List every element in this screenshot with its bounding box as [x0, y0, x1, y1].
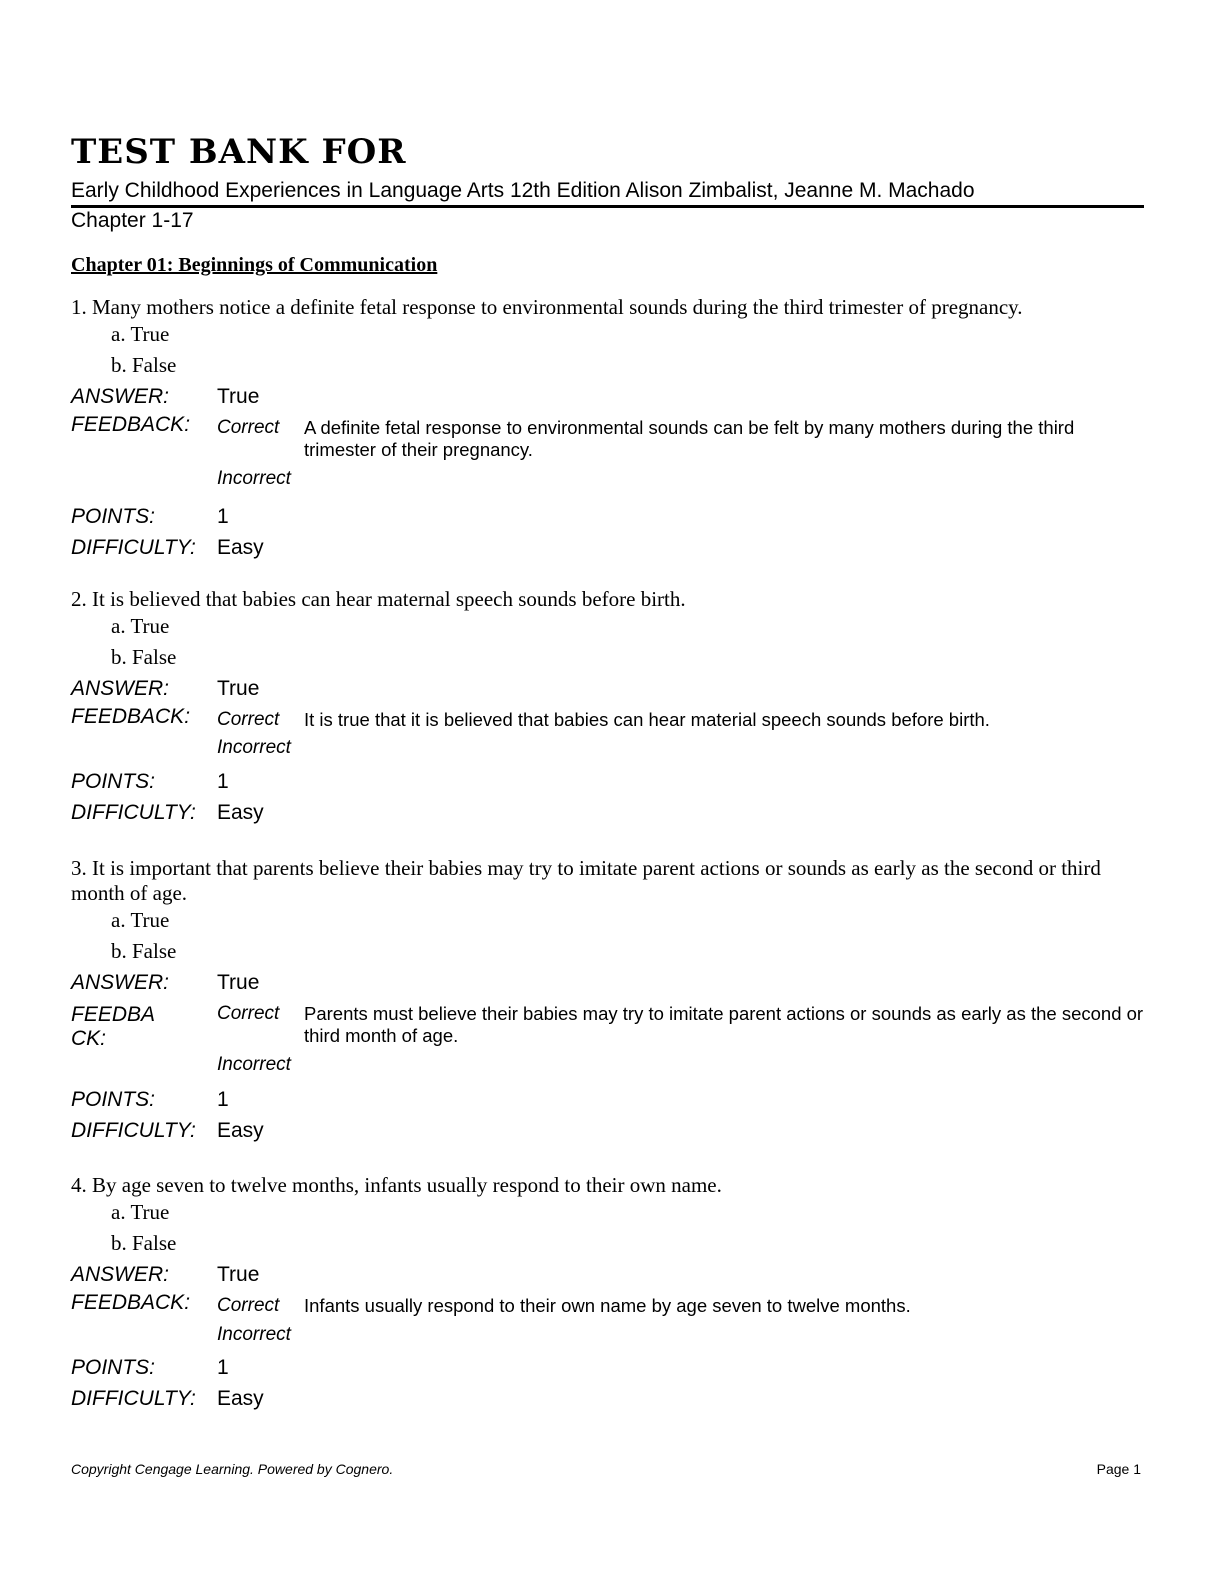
question-stem: 2. It is believed that babies can hear maternal speech sounds before birth.	[71, 587, 686, 611]
answer-label: ANSWER:	[71, 677, 170, 700]
points-row	[71, 501, 1144, 532]
question-stem: 1. Many mothers notice a definite fetal response to environmental sounds during the third trimester of pregnancy.	[71, 295, 1023, 319]
answer-value: True	[217, 677, 260, 700]
difficulty-label: DIFFICULTY:	[71, 801, 196, 824]
feedback-label: FEEDBACK:	[71, 1291, 191, 1314]
difficulty-value: Easy	[217, 536, 264, 559]
feedback-correct-label: Correct	[217, 1295, 280, 1316]
question-stem: 4. By age seven to twelve months, infants usually respond to their own name.	[71, 1173, 722, 1197]
feedback-block	[71, 704, 1144, 766]
answer-value: True	[217, 971, 260, 994]
feedback-label: FEEDBACK:	[71, 413, 191, 436]
points-row	[71, 1352, 1144, 1383]
option-a: a. True	[111, 1200, 170, 1224]
difficulty-label: DIFFICULTY:	[71, 1119, 196, 1142]
feedback-incorrect-label: Incorrect	[217, 737, 291, 758]
points-label: POINTS:	[71, 1088, 156, 1111]
option-a: a. True	[111, 322, 170, 346]
points-row	[71, 1084, 1144, 1115]
points-label: POINTS:	[71, 1356, 156, 1379]
question-1	[71, 295, 1144, 563]
points-row	[71, 766, 1144, 797]
feedback-correct-label: Correct	[217, 417, 280, 438]
feedback-block	[71, 998, 1144, 1084]
feedback-correct-text: Infants usually respond to their own name by age seven to twelve months.	[304, 1295, 911, 1316]
option-a: a. True	[111, 614, 170, 638]
answer-row	[71, 967, 1144, 998]
feedback-block	[71, 1290, 1144, 1352]
answer-label: ANSWER:	[71, 971, 170, 994]
chapter-range: Chapter 1-17	[71, 209, 194, 232]
points-value: 1	[217, 505, 229, 528]
feedback-correct-label: Correct	[217, 1003, 280, 1024]
answer-label: ANSWER:	[71, 1263, 170, 1286]
page-number: Page 1	[1096, 1461, 1141, 1477]
option-b: b. False	[111, 353, 177, 377]
points-value: 1	[217, 770, 229, 793]
question-3	[71, 856, 1144, 1146]
difficulty-value: Easy	[217, 801, 264, 824]
feedback-correct-text: It is true that it is believed that babies can hear material speech sounds before birth.	[304, 709, 990, 730]
book-subtitle: Early Childhood Experiences in Language Arts 12th Edition Alison Zimbalist, Jeanne M. Machado	[71, 178, 1144, 208]
option-b: b. False	[111, 1231, 177, 1255]
difficulty-label: DIFFICULTY:	[71, 1387, 196, 1410]
feedback-correct-text: Parents must believe their babies may try to imitate parent actions or sounds as early as the second or third month of age.	[304, 1003, 1144, 1046]
feedback-incorrect-label: Incorrect	[217, 1054, 291, 1075]
option-b: b. False	[111, 645, 177, 669]
difficulty-row	[71, 797, 1144, 828]
answer-value: True	[217, 1263, 260, 1286]
page-title: TEST BANK FOR	[71, 132, 407, 172]
chapter-heading: Chapter 01: Beginnings of Communication	[71, 254, 438, 276]
question-4	[71, 1173, 1144, 1414]
feedback-incorrect-label: Incorrect	[217, 1324, 291, 1345]
difficulty-label: DIFFICULTY:	[71, 536, 196, 559]
answer-row	[71, 381, 1144, 412]
answer-label: ANSWER:	[71, 385, 170, 408]
question-stem: 3. It is important that parents believe their babies may try to imitate parent actions or sounds as early as the second or third month of age.	[71, 856, 1101, 905]
feedback-correct-text: A definite fetal response to environmental sounds can be felt by many mothers during the third trimester of their pregnancy.	[304, 417, 1075, 460]
points-label: POINTS:	[71, 505, 156, 528]
difficulty-row	[71, 1115, 1144, 1146]
difficulty-row	[71, 532, 1144, 563]
question-2	[71, 587, 1144, 828]
difficulty-value: Easy	[217, 1387, 264, 1410]
option-a: a. True	[111, 908, 170, 932]
feedback-incorrect-label: Incorrect	[217, 468, 291, 489]
points-value: 1	[217, 1356, 229, 1379]
option-b: b. False	[111, 939, 177, 963]
answer-row	[71, 1259, 1144, 1290]
feedback-label: FEEDBA CK:	[71, 1003, 155, 1050]
feedback-label: FEEDBACK:	[71, 705, 191, 728]
feedback-correct-label: Correct	[217, 709, 280, 730]
feedback-block	[71, 412, 1144, 501]
difficulty-value: Easy	[217, 1119, 264, 1142]
difficulty-row	[71, 1383, 1144, 1414]
answer-row	[71, 673, 1144, 704]
answer-value: True	[217, 385, 260, 408]
points-value: 1	[217, 1088, 229, 1111]
points-label: POINTS:	[71, 770, 156, 793]
copyright-text: Copyright Cengage Learning. Powered by Cognero.	[71, 1461, 394, 1477]
